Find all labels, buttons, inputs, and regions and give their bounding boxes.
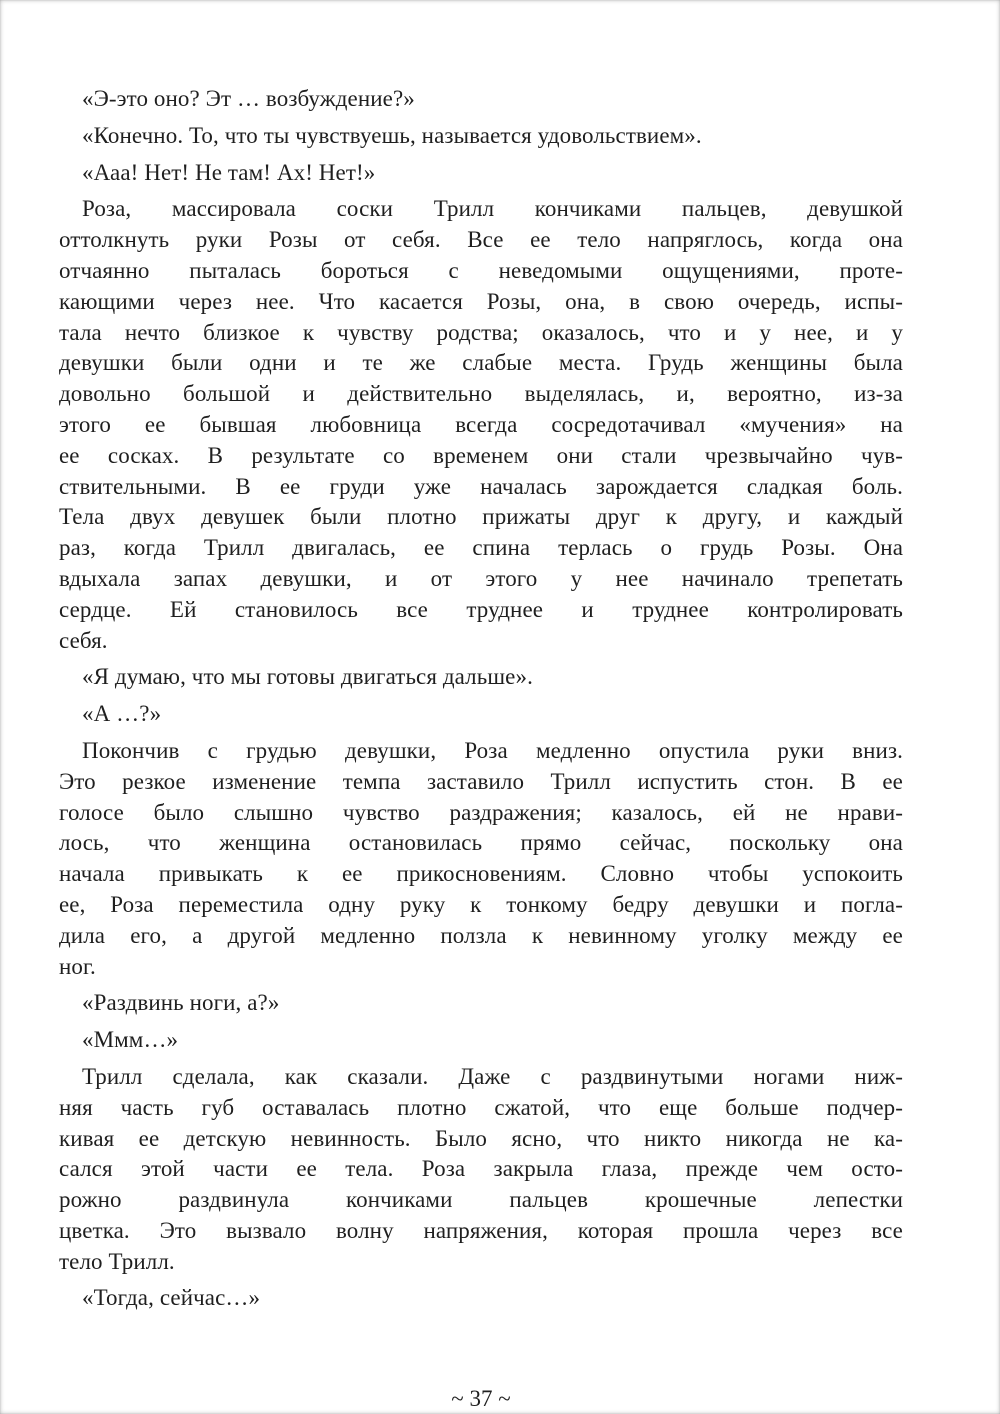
text-line: кающими через нее. Что касается Розы, она, в свою очередь, испы- <box>59 288 903 314</box>
paragraph <box>59 84 903 115</box>
paragraph <box>59 662 903 693</box>
text-line: цветка. Это вызвало волну напряжения, которая прошла через все <box>59 1217 903 1243</box>
text-line: Трилл сделала, как сказали. Даже с раздвинутыми ногами ниж- <box>82 1063 903 1089</box>
text-line: тала нечто близкое к чувству родства; оказалось, что и у нее, и у <box>59 319 903 345</box>
text-line: вдыхала запах девушки, и от этого у нее начинало трепетать <box>59 565 903 591</box>
text-line: Тела двух девушек были плотно прижаты друг к другу, и каждый <box>59 504 903 530</box>
text-line: этого ее бывшая любовница всегда сосредотачивал «мучения» на <box>59 411 903 437</box>
paragraph <box>59 699 903 730</box>
text-line: оттолкнуть руки Розы от себя. Все ее тело напряглось, когда она <box>59 227 903 253</box>
text-line: няя часть губ оставалась плотно сжатой, что еще больше подчер- <box>59 1094 903 1120</box>
text-line: «Э-это оно? Эт … возбуждение?» <box>82 86 415 111</box>
text-line: себя. <box>59 627 108 653</box>
text-line: дила его, а другой медленно ползла к невинному уголку между ее <box>59 922 903 948</box>
text-line: кивая ее детскую невинность. Было ясно, что никто никогда не ка- <box>59 1125 903 1151</box>
text-line: ног. <box>59 953 96 979</box>
page-number: ~ 37 ~ <box>451 1386 511 1411</box>
text-line: начала привыкать к ее прикосновениям. Словно чтобы успокоить <box>59 861 903 887</box>
text-line: «Раздвинь ноги, а?» <box>82 990 280 1016</box>
text-line: Роза, массировала соски Трилл кончиками пальцев, девушкой <box>82 196 903 222</box>
text-line: отчаянно пыталась бороться с неведомыми ощущениями, проте- <box>59 257 903 283</box>
text-line: рожно раздвинула кончиками пальцев крошечные лепестки <box>59 1187 903 1213</box>
text-line: «Конечно. То, что ты чувствуешь, называется удовольствием». <box>82 122 702 148</box>
text-line: ее, Роза переместила одну руку к тонкому бедру девушки и погла- <box>59 891 903 917</box>
text-line: ее сосках. В результате со временем они стали чрезвычайно чув- <box>59 442 903 468</box>
text-line: ствительными. В ее груди уже началась зарождается сладкая боль. <box>59 473 903 499</box>
text-line: Это резкое изменение темпа заставило Трилл испустить стон. В ее <box>59 768 903 794</box>
text-line: Покончив с грудью девушки, Роза медленно опустила руки вниз. <box>82 737 903 763</box>
text-line: девушки были одни и те же слабые места. Грудь женщины была <box>59 350 903 376</box>
text-line: сался этой части ее тела. Роза закрыла глаза, прежде чем осто- <box>59 1156 903 1182</box>
text-line: лось, что женщина остановилась прямо сейчас, поскольку она <box>59 830 903 856</box>
text-block <box>59 84 903 1314</box>
paragraph <box>59 1283 903 1314</box>
text-line: голосе было слышно чувство раздражения; казалось, ей не нрави- <box>59 799 903 825</box>
text-line: тело Трилл. <box>59 1248 175 1274</box>
text-line: «Я думаю, что мы готовы двигаться дальше». <box>82 664 533 690</box>
paragraph <box>59 158 903 189</box>
text-line: «Ааа! Нет! Не там! Ах! Нет!» <box>82 159 376 185</box>
paragraph <box>59 988 903 1019</box>
paragraph <box>59 194 903 656</box>
text-line: раз, когда Трилл двигалась, ее спина терлась о грудь Розы. Она <box>59 535 903 561</box>
text-line: «Ммм…» <box>82 1027 179 1053</box>
text-line: «А …?» <box>82 701 162 727</box>
paragraph <box>59 736 903 982</box>
text-line: «Тогда, сейчас…» <box>82 1285 261 1311</box>
paragraph <box>59 1025 903 1056</box>
paragraph <box>59 1062 903 1278</box>
paragraph <box>59 121 903 152</box>
text-line: сердце. Ей становилось все труднее и труднее контролировать <box>59 596 903 622</box>
text-line: довольно большой и действительно выделялась, и, вероятно, из-за <box>59 381 903 407</box>
